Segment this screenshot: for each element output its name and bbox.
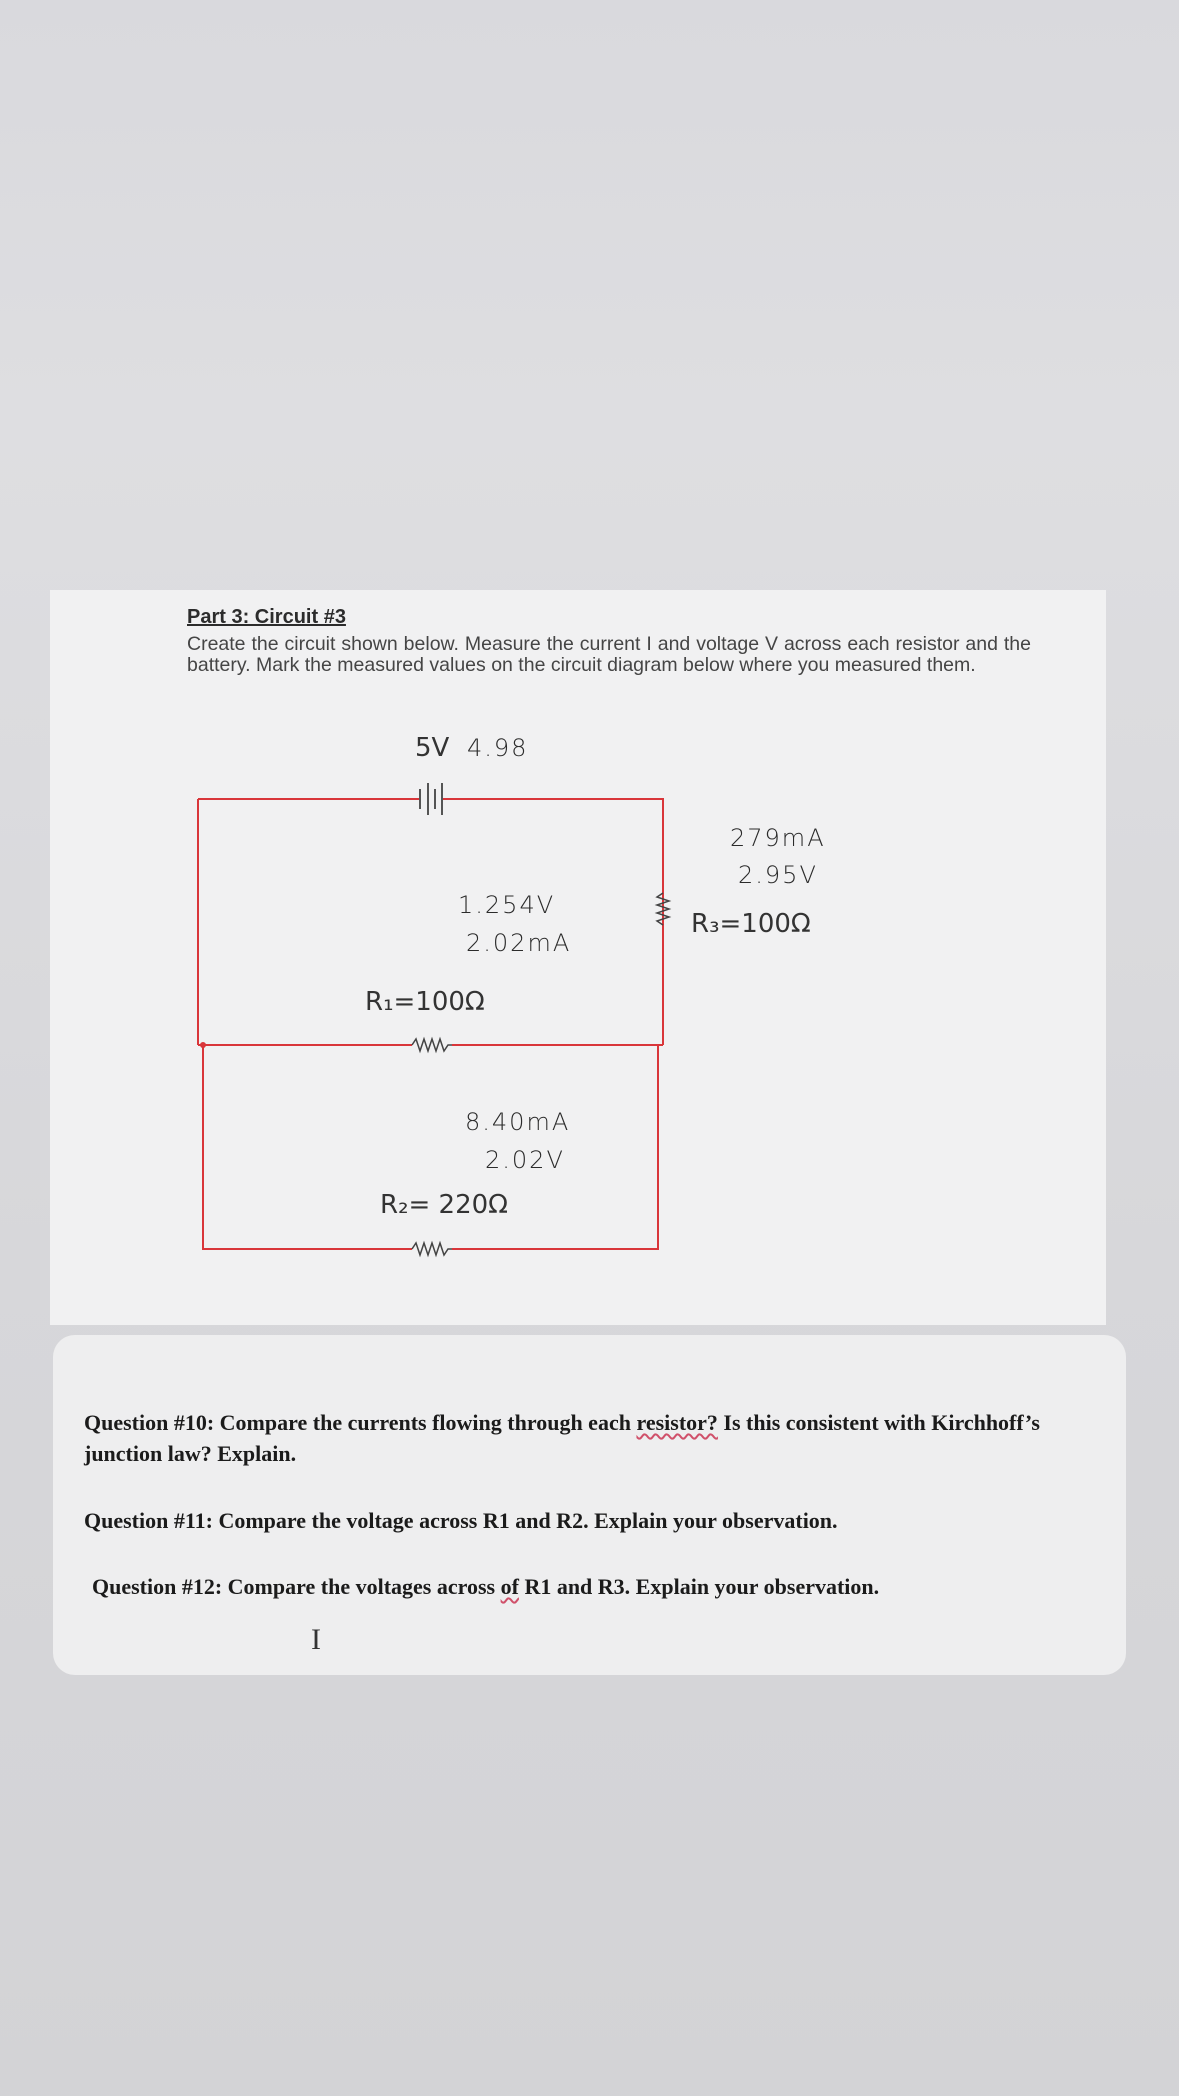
circuit-wires <box>198 799 663 1249</box>
junction-dot <box>200 1042 206 1048</box>
question-10 <box>84 1407 1104 1469</box>
document-screenshot <box>50 590 1106 1325</box>
r2-voltage-value: 2.02V <box>485 1146 565 1174</box>
question-12 <box>92 1571 1112 1602</box>
r1-resistor-symbol <box>412 1039 452 1051</box>
battery-symbol <box>420 783 442 815</box>
instructions-text: Create the circuit shown below. Measure the current I and voltage V across each resistor and the battery. Mark the measured values on the circuit diagram below where you measured them. <box>187 633 1031 676</box>
question-10-flagged-word[interactable]: resistor? <box>636 1410 718 1435</box>
part-title: Part 3: Circuit #3 <box>187 606 346 628</box>
question-12-flagged-word[interactable]: of <box>500 1574 519 1599</box>
battery-measured-value: 4.98 <box>467 734 529 762</box>
r1-label: R₁=100Ω <box>365 987 485 1017</box>
circuit-diagram <box>50 590 1106 1325</box>
battery-label: 5V <box>415 733 450 763</box>
r1-voltage-value: 1.254V <box>458 891 556 919</box>
r3-voltage-value: 2.95V <box>738 861 818 889</box>
r2-current-value: 8.40mA <box>465 1108 571 1136</box>
r2-resistor-symbol <box>412 1243 452 1255</box>
r2-label: R₂= 220Ω <box>380 1190 509 1220</box>
question-10-text-a: Question #10: Compare the currents flowing through each <box>84 1410 637 1435</box>
question-11: Question #11: Compare the voltage across R1 and R2. Explain your observation. <box>84 1508 838 1533</box>
question-12-text-a: Question #12: Compare the voltages across <box>92 1574 501 1599</box>
questions-card <box>53 1335 1126 1675</box>
text-cursor-icon: I <box>311 1623 321 1656</box>
r3-current-value: 279mA <box>730 824 826 852</box>
r3-label: R₃=100Ω <box>691 909 811 939</box>
r1-current-value: 2.02mA <box>466 929 572 957</box>
question-12-text-b: R1 and R3. Explain your observation. <box>518 1574 880 1599</box>
question-10-text-b: Is this consistent with Kirchhoff’s junction law? Explain. <box>84 1410 1040 1466</box>
